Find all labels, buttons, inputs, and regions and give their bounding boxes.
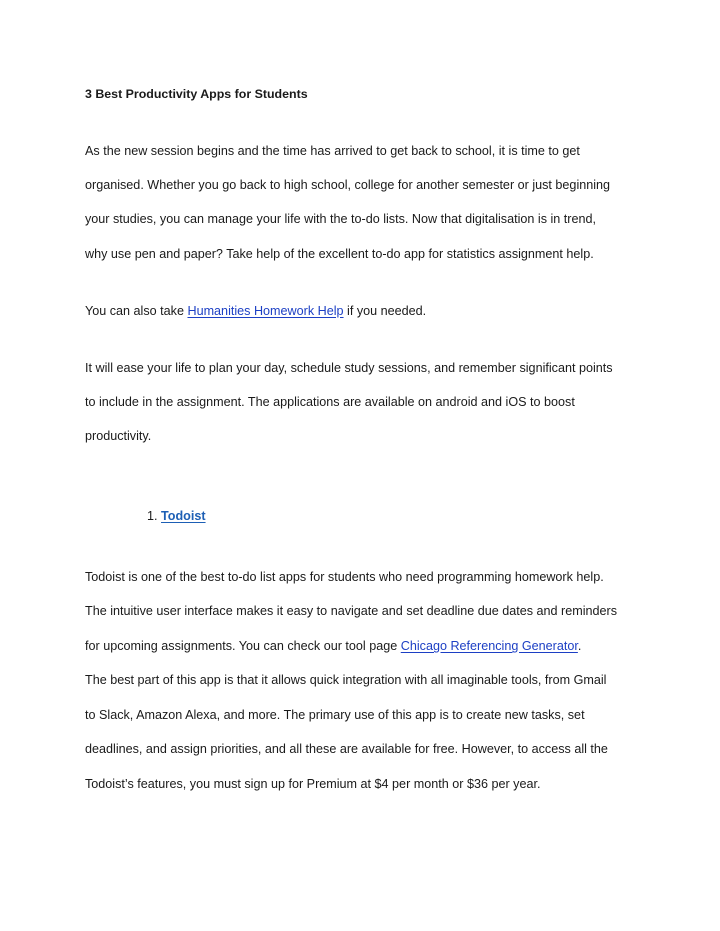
list-item-todoist — [147, 508, 206, 524]
paragraph-line: to Slack, Amazon Alexa, and more. The primary use of this app is to create new tasks, set — [85, 708, 585, 722]
list-number: 1. — [147, 509, 158, 523]
also-text-after: if you needed. — [343, 304, 427, 318]
todoist-link[interactable]: Todoist — [161, 509, 206, 523]
document-title: 3 Best Productivity Apps for Students — [85, 87, 308, 101]
paragraph-line: productivity. — [85, 429, 152, 443]
also-text-before: You can also take — [85, 304, 188, 318]
paragraph-line: Todoist’s features, you must sign up for Premium at $4 per month or $36 per year. — [85, 777, 541, 791]
paragraph-line: As the new session begins and the time has arrived to get back to school, it is time to get — [85, 144, 580, 158]
paragraph-line: why use pen and paper? Take help of the excellent to-do app for statistics assignment help. — [85, 247, 594, 261]
paragraph-line: organised. Whether you go back to high school, college for another semester or just beginning — [85, 178, 611, 192]
humanities-homework-help-link[interactable]: Humanities Homework Help — [187, 304, 344, 318]
tool-text-before: for upcoming assignments. You can check our tool page — [85, 639, 401, 653]
chicago-referencing-generator-link[interactable]: Chicago Referencing Generator — [400, 639, 578, 653]
paragraph-line: It will ease your life to plan your day, schedule study sessions, and remember significant points — [85, 361, 613, 375]
paragraph-line: your studies, you can manage your life with the to-do lists. Now that digitalisation is in trend, — [85, 212, 597, 226]
paragraph-line: Todoist is one of the best to-do list apps for students who need programming homework help. — [85, 570, 604, 584]
paragraph-line: The intuitive user interface makes it easy to navigate and set deadline due dates and reminders — [85, 604, 618, 618]
tool-paragraph — [85, 638, 581, 654]
also-paragraph — [85, 303, 426, 319]
paragraph-line: deadlines, and assign priorities, and all these are available for free. However, to access all the — [85, 742, 608, 756]
tool-text-after: . — [577, 639, 582, 653]
paragraph-line: to include in the assignment. The applications are available on android and iOS to boost — [85, 395, 575, 409]
paragraph-line: The best part of this app is that it allows quick integration with all imaginable tools, from Gmail — [85, 673, 607, 687]
